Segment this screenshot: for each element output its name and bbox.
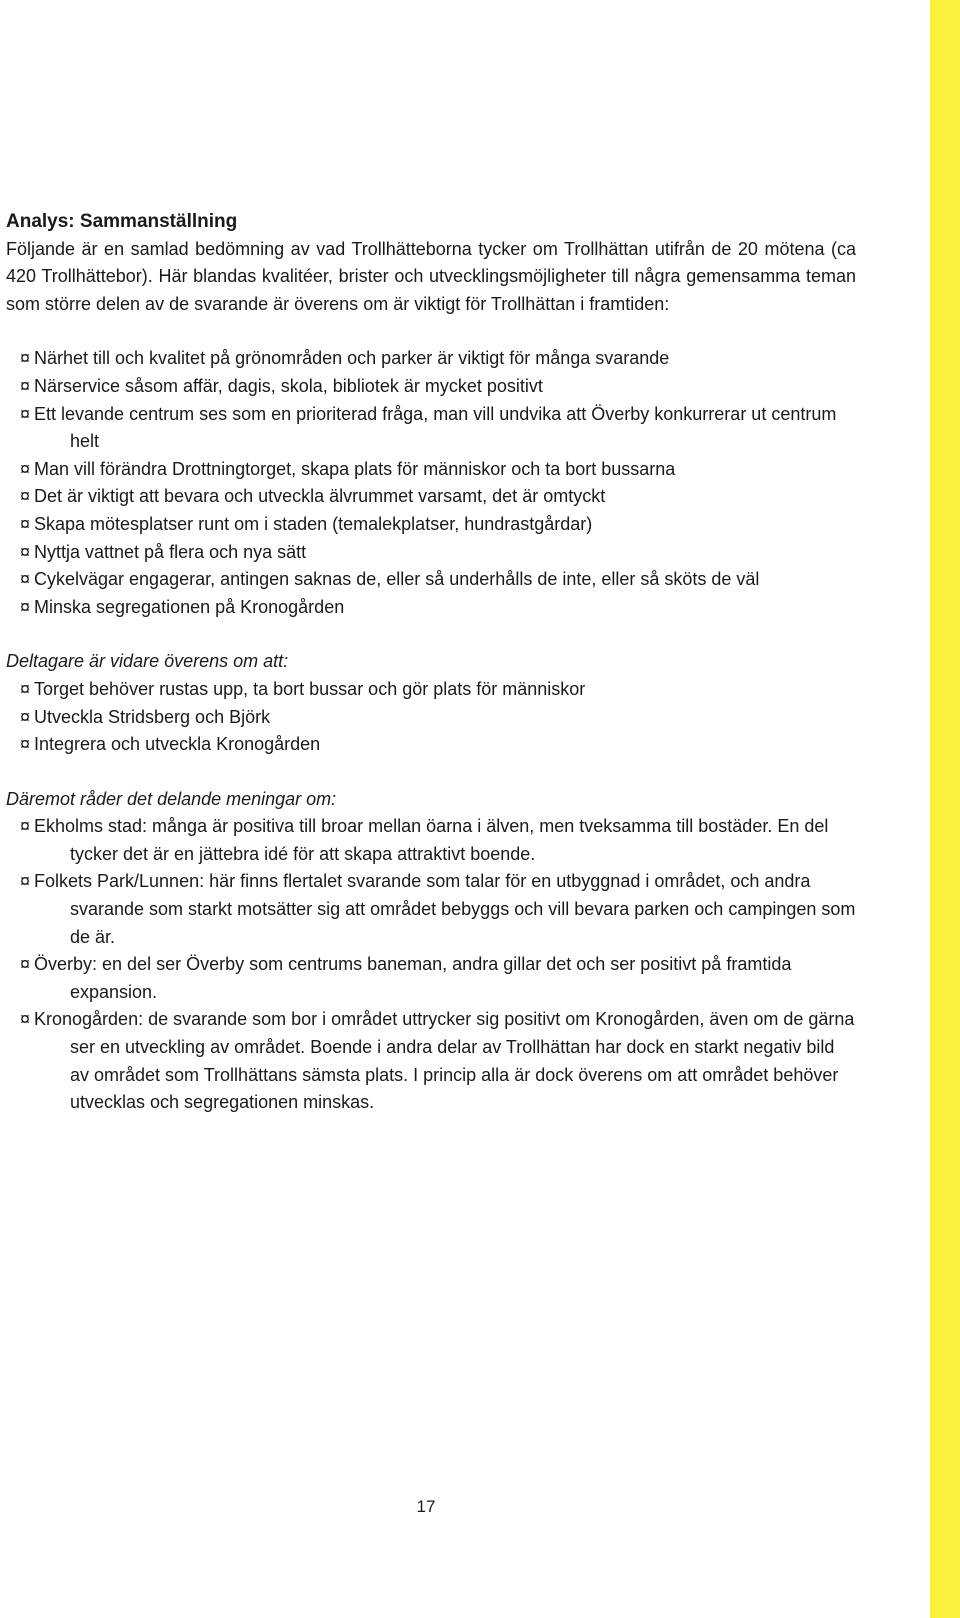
themes-list [6,345,856,621]
bullet-icon: ¤ [20,1009,31,1030]
list-item [6,401,856,456]
bullet-icon: ¤ [20,734,31,755]
list-item [6,594,856,622]
list-item [6,1006,856,1116]
divided-heading: Däremot råder det delande meningar om: [6,788,337,809]
list-item [6,539,856,567]
divided-list [6,813,856,1117]
list-item [6,373,856,401]
list-item-text: Torget behöver rustas upp, ta bort bussar och gör plats för människor [34,678,586,699]
bullet-icon: ¤ [20,954,31,975]
list-item-text: Ett levande centrum ses som en prioriterad fråga, man vill undvika att Överby konkurrerar ut centrum helt [34,403,837,452]
list-item [6,951,856,1006]
bullet-icon: ¤ [20,541,31,562]
list-item [6,704,856,732]
bullet-icon: ¤ [20,706,31,727]
bullet-icon: ¤ [20,348,31,369]
list-item [6,813,856,868]
page-number: 17 [416,1497,436,1516]
list-item-text: Nyttja vattnet på flera och nya sätt [34,541,307,562]
list-item-text: Överby: en del ser Överby som centrums baneman, andra gillar det och ser positivt på framtida expansion. [34,954,792,1002]
list-item [6,868,856,951]
list-item-text: Ekholms stad: många är positiva till broar mellan öarna i älven, men tveksamma till bostäder. En del tycker det är en jättebra idé för att skapa attraktivt boende. [34,816,829,864]
list-item [6,566,856,594]
list-item-text: Utveckla Stridsberg och Björk [34,706,271,727]
bullet-icon: ¤ [20,816,31,837]
list-item-text: Integrera och utveckla Kronogården [34,734,321,755]
list-item [6,676,856,704]
list-item [6,511,856,539]
section-heading: Analys: Sammanställning [6,211,238,232]
bullet-icon: ¤ [20,513,31,534]
list-item-text: Närservice såsom affär, dagis, skola, bibliotek är mycket positivt [34,375,543,396]
list-item [6,731,856,759]
bullet-icon: ¤ [20,871,31,892]
bullet-icon: ¤ [20,596,31,617]
bullet-icon: ¤ [20,403,31,424]
list-item-text: Cykelvägar engagerar, antingen saknas de, eller så underhålls de inte, eller så sköts de väl [34,569,760,590]
document-body [6,208,856,1117]
list-item-text: Skapa mötesplatser runt om i staden (temalekplatser, hundrastgårdar) [34,513,593,534]
intro-paragraph: Följande är en samlad bedömning av vad Trollhätteborna tycker om Trollhättan utifrån de 20 mötena (ca 420 Trollhättebor). Här blandas kvalitéer, brister och utvecklingsmöjligheter till några gemensamma teman som större delen av de svarande är överens om är viktigt för Trollhättan i framtiden: [6,238,856,314]
bullet-icon: ¤ [20,375,31,396]
agree-list [6,676,856,759]
bullet-icon: ¤ [20,569,31,590]
list-item [6,483,856,511]
list-item [6,345,856,373]
list-item-text: Man vill förändra Drottningtorget, skapa plats för människor och ta bort bussarna [34,458,676,479]
list-item-text: Minska segregationen på Kronogården [34,596,345,617]
agree-heading: Deltagare är vidare överens om att: [6,651,289,672]
bullet-icon: ¤ [20,678,31,699]
list-item-text: Folkets Park/Lunnen: här finns flertalet svarande som talar för en utbyggnad i området, och andra svarande som starkt motsätter sig att området bebyggs och vill bevara parken och campingen som de är. [34,871,856,947]
bullet-icon: ¤ [20,486,31,507]
list-item [6,456,856,484]
bullet-icon: ¤ [20,458,31,479]
list-item-text: Närhet till och kvalitet på grönområden och parker är viktigt för många svarande [34,348,670,369]
accent-stripe [930,0,960,1618]
list-item-text: Kronogården: de svarande som bor i området uttrycker sig positivt om Kronogården, även om de gärna ser en utveckling av området. Boende i andra delar av Trollhättan har dock en starkt negativ bild av området som Trollhättans sämsta plats. I princip alla är dock överens om att området behöver utvecklas och segregationen minskas. [34,1009,855,1113]
list-item-text: Det är viktigt att bevara och utveckla älvrummet varsamt, det är omtyckt [34,486,606,507]
